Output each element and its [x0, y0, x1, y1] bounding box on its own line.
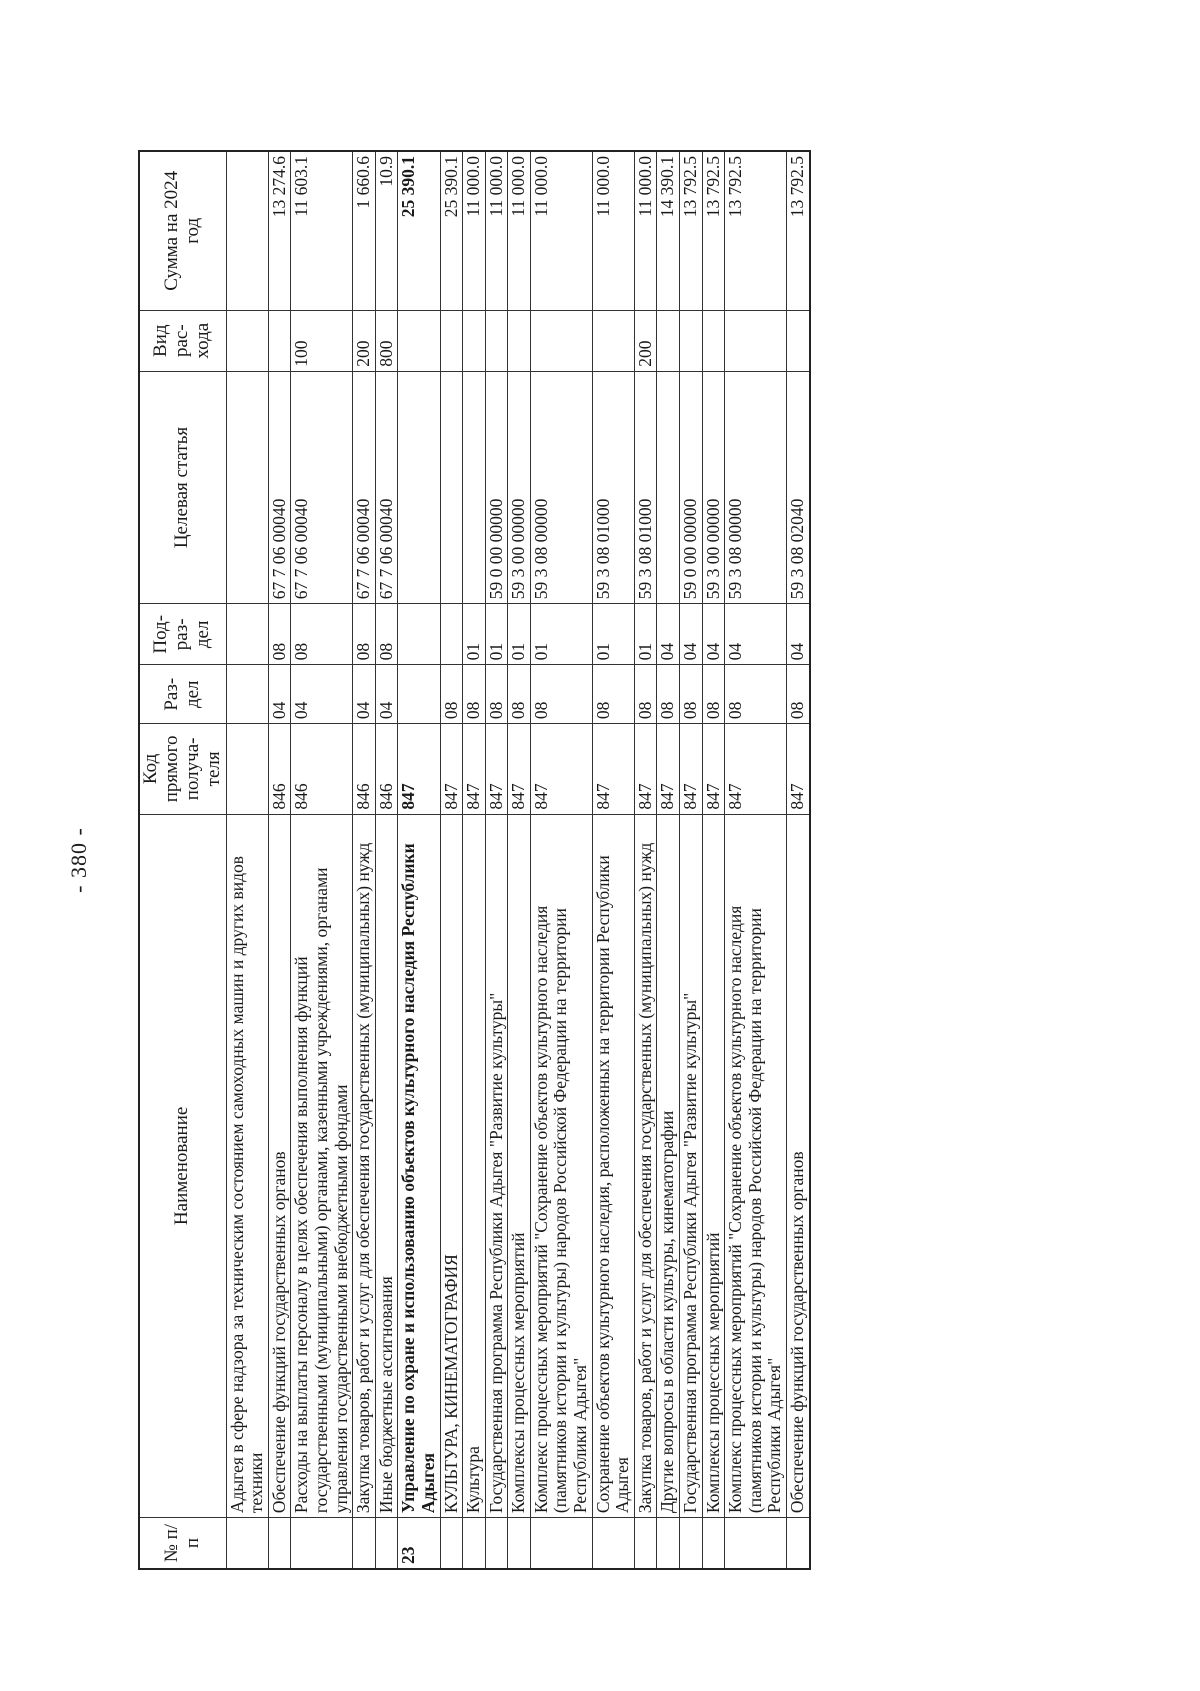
cell-num [634, 1518, 657, 1569]
cell-vid [463, 310, 486, 371]
cell-kod: 847 [725, 724, 787, 815]
cell-razdel: 08 [485, 665, 508, 724]
cell-num [375, 1518, 398, 1569]
cell-razdel: 08 [787, 665, 810, 724]
cell-razdel: 08 [702, 665, 725, 724]
cell-podrazdel: 01 [634, 604, 657, 665]
table-row [398, 151, 440, 1569]
cell-razdel [398, 665, 440, 724]
cell-vid [702, 310, 725, 371]
cell-razdel: 04 [353, 665, 376, 724]
cell-podrazdel: 01 [592, 604, 634, 665]
cell-vid [657, 310, 680, 371]
cell-vid: 200 [353, 310, 376, 371]
cell-name: Комплексы процессных мероприятий [702, 814, 725, 1517]
cell-podrazdel: 08 [268, 604, 291, 665]
cell-vid [592, 310, 634, 371]
cell-summa: 13 274.6 [268, 151, 291, 310]
cell-kod: 847 [463, 724, 486, 815]
cell-podrazdel: 01 [530, 604, 592, 665]
budget-table [138, 150, 811, 1570]
cell-name: Государственная программа Республики Адыгея "Развитие культуры" [680, 814, 703, 1517]
cell-summa: 13 792.5 [702, 151, 725, 310]
cell-razdel: 08 [592, 665, 634, 724]
cell-podrazdel: 04 [657, 604, 680, 665]
cell-celevaya: 67 7 06 00040 [291, 371, 353, 603]
table-row [353, 151, 376, 1569]
cell-name: Другие вопросы в области культуры, кинематографии [657, 814, 680, 1517]
cell-num [291, 1518, 353, 1569]
cell-vid [226, 310, 268, 371]
header-celevaya: Целевая статья [139, 371, 226, 603]
cell-num [680, 1518, 703, 1569]
cell-razdel: 08 [440, 665, 463, 724]
cell-celevaya: 59 0 00 00000 [485, 371, 508, 603]
cell-vid [398, 310, 440, 371]
cell-summa: 13 792.5 [787, 151, 810, 310]
cell-razdel: 04 [291, 665, 353, 724]
cell-vid [508, 310, 531, 371]
cell-podrazdel: 01 [508, 604, 531, 665]
header-num: № п/п [139, 1518, 226, 1569]
cell-podrazdel: 04 [680, 604, 703, 665]
cell-podrazdel: 08 [291, 604, 353, 665]
cell-celevaya: 59 3 00 00000 [702, 371, 725, 603]
cell-kod: 846 [291, 724, 353, 815]
cell-celevaya: 67 7 06 00040 [375, 371, 398, 603]
table-row [440, 151, 463, 1569]
cell-kod: 846 [375, 724, 398, 815]
cell-name: Сохранение объектов культурного наследия, расположенных на территории Республики Адыгея [592, 814, 634, 1517]
cell-podrazdel [398, 604, 440, 665]
cell-summa: 25 390.1 [440, 151, 463, 310]
cell-vid: 100 [291, 310, 353, 371]
cell-podrazdel: 04 [787, 604, 810, 665]
cell-celevaya: 67 7 06 00040 [268, 371, 291, 603]
cell-vid [530, 310, 592, 371]
cell-name: Расходы на выплаты персоналу в целях обеспечения выполнения функций государственными (муниципальными) органами, казенными учреждениями, органами управления государственными внебюджетными фондами [291, 814, 353, 1517]
table-row [725, 151, 787, 1569]
cell-razdel: 08 [725, 665, 787, 724]
cell-summa: 11 000.0 [508, 151, 531, 310]
cell-vid: 200 [634, 310, 657, 371]
cell-summa: 11 000.0 [592, 151, 634, 310]
cell-kod: 846 [268, 724, 291, 815]
cell-celevaya: 59 3 08 02040 [787, 371, 810, 603]
cell-kod: 847 [787, 724, 810, 815]
cell-name: Комплекс процессных мероприятий "Сохранение объектов культурного наследия (памятников истории и культуры) народов Российской Федерации на территории Республики Адыгея" [530, 814, 592, 1517]
table-row [485, 151, 508, 1569]
cell-summa: 11 000.0 [530, 151, 592, 310]
cell-vid [268, 310, 291, 371]
cell-num [508, 1518, 531, 1569]
cell-razdel: 08 [634, 665, 657, 724]
table-row [680, 151, 703, 1569]
cell-num [725, 1518, 787, 1569]
cell-summa: 25 390.1 [398, 151, 440, 310]
table-body [226, 151, 810, 1569]
cell-summa: 1 660.6 [353, 151, 376, 310]
cell-razdel: 08 [508, 665, 531, 724]
cell-kod: 847 [657, 724, 680, 815]
header-kod: Код прямого получа-теля [139, 724, 226, 815]
cell-celevaya [463, 371, 486, 603]
cell-razdel: 08 [657, 665, 680, 724]
table-row [226, 151, 268, 1569]
cell-kod: 847 [508, 724, 531, 815]
cell-celevaya [657, 371, 680, 603]
cell-num [787, 1518, 810, 1569]
cell-razdel: 08 [680, 665, 703, 724]
cell-podrazdel: 01 [485, 604, 508, 665]
cell-vid [440, 310, 463, 371]
cell-celevaya: 59 0 00 00000 [680, 371, 703, 603]
cell-celevaya: 59 3 08 00000 [530, 371, 592, 603]
cell-kod: 847 [485, 724, 508, 815]
table-row [634, 151, 657, 1569]
cell-name: Комплексы процессных мероприятий [508, 814, 531, 1517]
cell-celevaya [226, 371, 268, 603]
cell-summa: 14 390.1 [657, 151, 680, 310]
cell-name: КУЛЬТУРА, КИНЕМАТОГРАФИЯ [440, 814, 463, 1517]
cell-name: Обеспечение функций государственных органов [787, 814, 810, 1517]
cell-name: Обеспечение функций государственных органов [268, 814, 291, 1517]
cell-podrazdel: 08 [375, 604, 398, 665]
cell-vid [680, 310, 703, 371]
table-row [508, 151, 531, 1569]
header-name: Наименование [139, 814, 226, 1517]
cell-kod: 847 [440, 724, 463, 815]
cell-num [463, 1518, 486, 1569]
cell-razdel: 04 [268, 665, 291, 724]
cell-kod: 847 [592, 724, 634, 815]
cell-summa: 11 603.1 [291, 151, 353, 310]
header-razdel: Раз-дел [139, 665, 226, 724]
cell-num [440, 1518, 463, 1569]
cell-razdel [226, 665, 268, 724]
cell-name: Государственная программа Республики Адыгея "Развитие культуры" [485, 814, 508, 1517]
cell-vid: 800 [375, 310, 398, 371]
cell-num [702, 1518, 725, 1569]
cell-celevaya: 59 3 08 01000 [634, 371, 657, 603]
cell-summa: 13 792.5 [680, 151, 703, 310]
rotated-page [66, 150, 978, 1570]
cell-razdel: 08 [463, 665, 486, 724]
cell-name: Культура [463, 814, 486, 1517]
cell-celevaya [398, 371, 440, 603]
table-row [592, 151, 634, 1569]
cell-num [268, 1518, 291, 1569]
cell-name: Комплекс процессных мероприятий "Сохранение объектов культурного наследия (памятников истории и культуры) народов Российской Федерации на территории Республики Адыгея" [725, 814, 787, 1517]
cell-podrazdel: 08 [353, 604, 376, 665]
cell-podrazdel: 01 [463, 604, 486, 665]
table-header-row [139, 151, 226, 1569]
cell-num: 23 [398, 1518, 440, 1569]
cell-kod: 847 [680, 724, 703, 815]
cell-num [657, 1518, 680, 1569]
table-row [463, 151, 486, 1569]
table-row [268, 151, 291, 1569]
cell-name: Управление по охране и использованию объектов культурного наследия Республики Адыгея [398, 814, 440, 1517]
cell-vid [787, 310, 810, 371]
header-podrazdel: Под-раз-дел [139, 604, 226, 665]
cell-kod [226, 724, 268, 815]
cell-name: Закупка товаров, работ и услуг для обеспечения государственных (муниципальных) нужд [353, 814, 376, 1517]
cell-summa: 13 792.5 [725, 151, 787, 310]
cell-summa: 11 000.0 [634, 151, 657, 310]
cell-name: Закупка товаров, работ и услуг для обеспечения государственных (муниципальных) нужд [634, 814, 657, 1517]
cell-num [353, 1518, 376, 1569]
cell-summa: 11 000.0 [485, 151, 508, 310]
cell-kod: 846 [353, 724, 376, 815]
cell-celevaya: 59 3 08 00000 [725, 371, 787, 603]
cell-celevaya: 59 3 08 01000 [592, 371, 634, 603]
cell-num [592, 1518, 634, 1569]
cell-razdel: 08 [530, 665, 592, 724]
cell-celevaya: 59 3 00 00000 [508, 371, 531, 603]
cell-podrazdel [440, 604, 463, 665]
cell-razdel: 04 [375, 665, 398, 724]
header-summa: Сумма на 2024 год [139, 151, 226, 310]
table-row [291, 151, 353, 1569]
header-vid: Вид рас-хода [139, 310, 226, 371]
cell-name: Иные бюджетные ассигнования [375, 814, 398, 1517]
table-row [702, 151, 725, 1569]
cell-kod: 847 [530, 724, 592, 815]
cell-num [226, 1518, 268, 1569]
cell-name: Адыгея в сфере надзора за техническим состоянием самоходных машин и других видов техники [226, 814, 268, 1517]
table-row [530, 151, 592, 1569]
cell-podrazdel: 04 [702, 604, 725, 665]
cell-summa: 10.9 [375, 151, 398, 310]
cell-kod: 847 [398, 724, 440, 815]
cell-celevaya [440, 371, 463, 603]
cell-num [530, 1518, 592, 1569]
page-number: - 380 - [66, 827, 91, 893]
cell-podrazdel: 04 [725, 604, 787, 665]
cell-podrazdel [226, 604, 268, 665]
cell-kod: 847 [702, 724, 725, 815]
cell-summa [226, 151, 268, 310]
table-row [375, 151, 398, 1569]
table-row [787, 151, 810, 1569]
cell-vid [485, 310, 508, 371]
cell-celevaya: 67 7 06 00040 [353, 371, 376, 603]
cell-summa: 11 000.0 [463, 151, 486, 310]
cell-num [485, 1518, 508, 1569]
cell-kod: 847 [634, 724, 657, 815]
cell-vid [725, 310, 787, 371]
table-row [657, 151, 680, 1569]
